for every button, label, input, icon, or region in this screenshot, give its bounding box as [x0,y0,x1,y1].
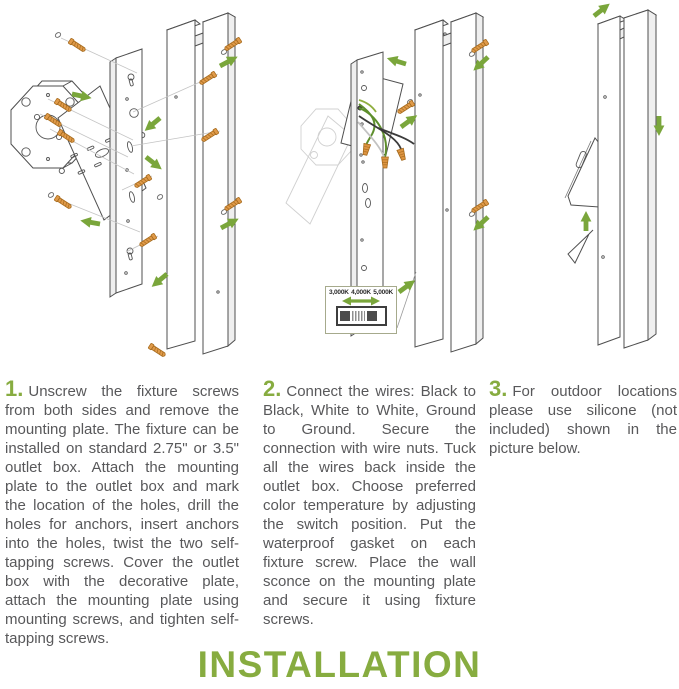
color-temp-switch-inset [325,286,397,334]
step2-text [263,376,476,629]
step2-body: Connect the wires: Black to Black, White to White, Ground to Ground. Secure the connection with wire nuts. Tuck all the wires back inside the outlet box. Choose preferred color temperature by adjusting the switch position. Put the waterproof gasket on each fixture screw. Place the wall sconce on the mounting plate and secure it using fixture screws. [263,383,476,628]
color-temp-labels [326,287,396,296]
silicone-nozzle [568,230,593,263]
color-temp-slider [336,306,387,326]
slider-knob [352,311,365,321]
fixture-body [598,10,656,348]
screw-icon [54,195,73,210]
step3-body: For outdoor locations please use silicone (not included) shown in the picture below. [489,383,677,457]
color-temp-label-5000k: 5,000K [373,289,393,296]
step1-body: Unscrew the fixture screws from both sides and remove the mounting plate. The fixture can be installed on standard 2.75" or 3.5" outlet box. Attach the mounting plate to the outlet box and mark the location of the holes, drill the holes for anchors, insert anchors into the holes, twist the two self-tapping screws. Cover the outlet box with the decorative plate, attach the mounting plate using mounting screws, and tighten self-tapping screws. [5,383,239,647]
wire-nut-icon [382,157,389,168]
screw-icon [68,38,87,53]
step3-number: 3. [489,376,508,401]
step1-illustration [0,0,250,362]
color-temp-label-3000k: 3,000K [329,289,349,296]
arrow-icon [591,0,613,20]
screw-icon [148,343,167,358]
washer-icon [48,192,55,199]
slider-block-left [340,311,350,321]
color-temp-label-4000k: 4,000K [351,289,371,296]
arrow-icon [581,211,592,231]
mounting-plate [565,138,599,207]
arrow-icon [143,153,165,174]
arrow-icon [141,114,163,135]
step1-number: 1. [5,376,24,401]
washer-icon [157,194,164,201]
step3-text [489,376,677,458]
inset-leader-line [397,272,416,328]
step1-text [5,376,239,648]
fixture-body [415,13,483,352]
slider-block-right [367,311,377,321]
arrow-icon [385,53,407,69]
step3-illustration [498,0,679,362]
double-arrow-icon [341,296,381,306]
screw-icon [396,100,415,115]
step2-number: 2. [263,376,282,401]
washer-icon [55,32,62,39]
outlet-box-faded [286,109,353,224]
page-title: INSTALLATION [197,644,482,685]
wire-nut-icon [397,148,407,161]
mounting-plate [110,49,142,297]
arrow-icon [79,215,101,229]
